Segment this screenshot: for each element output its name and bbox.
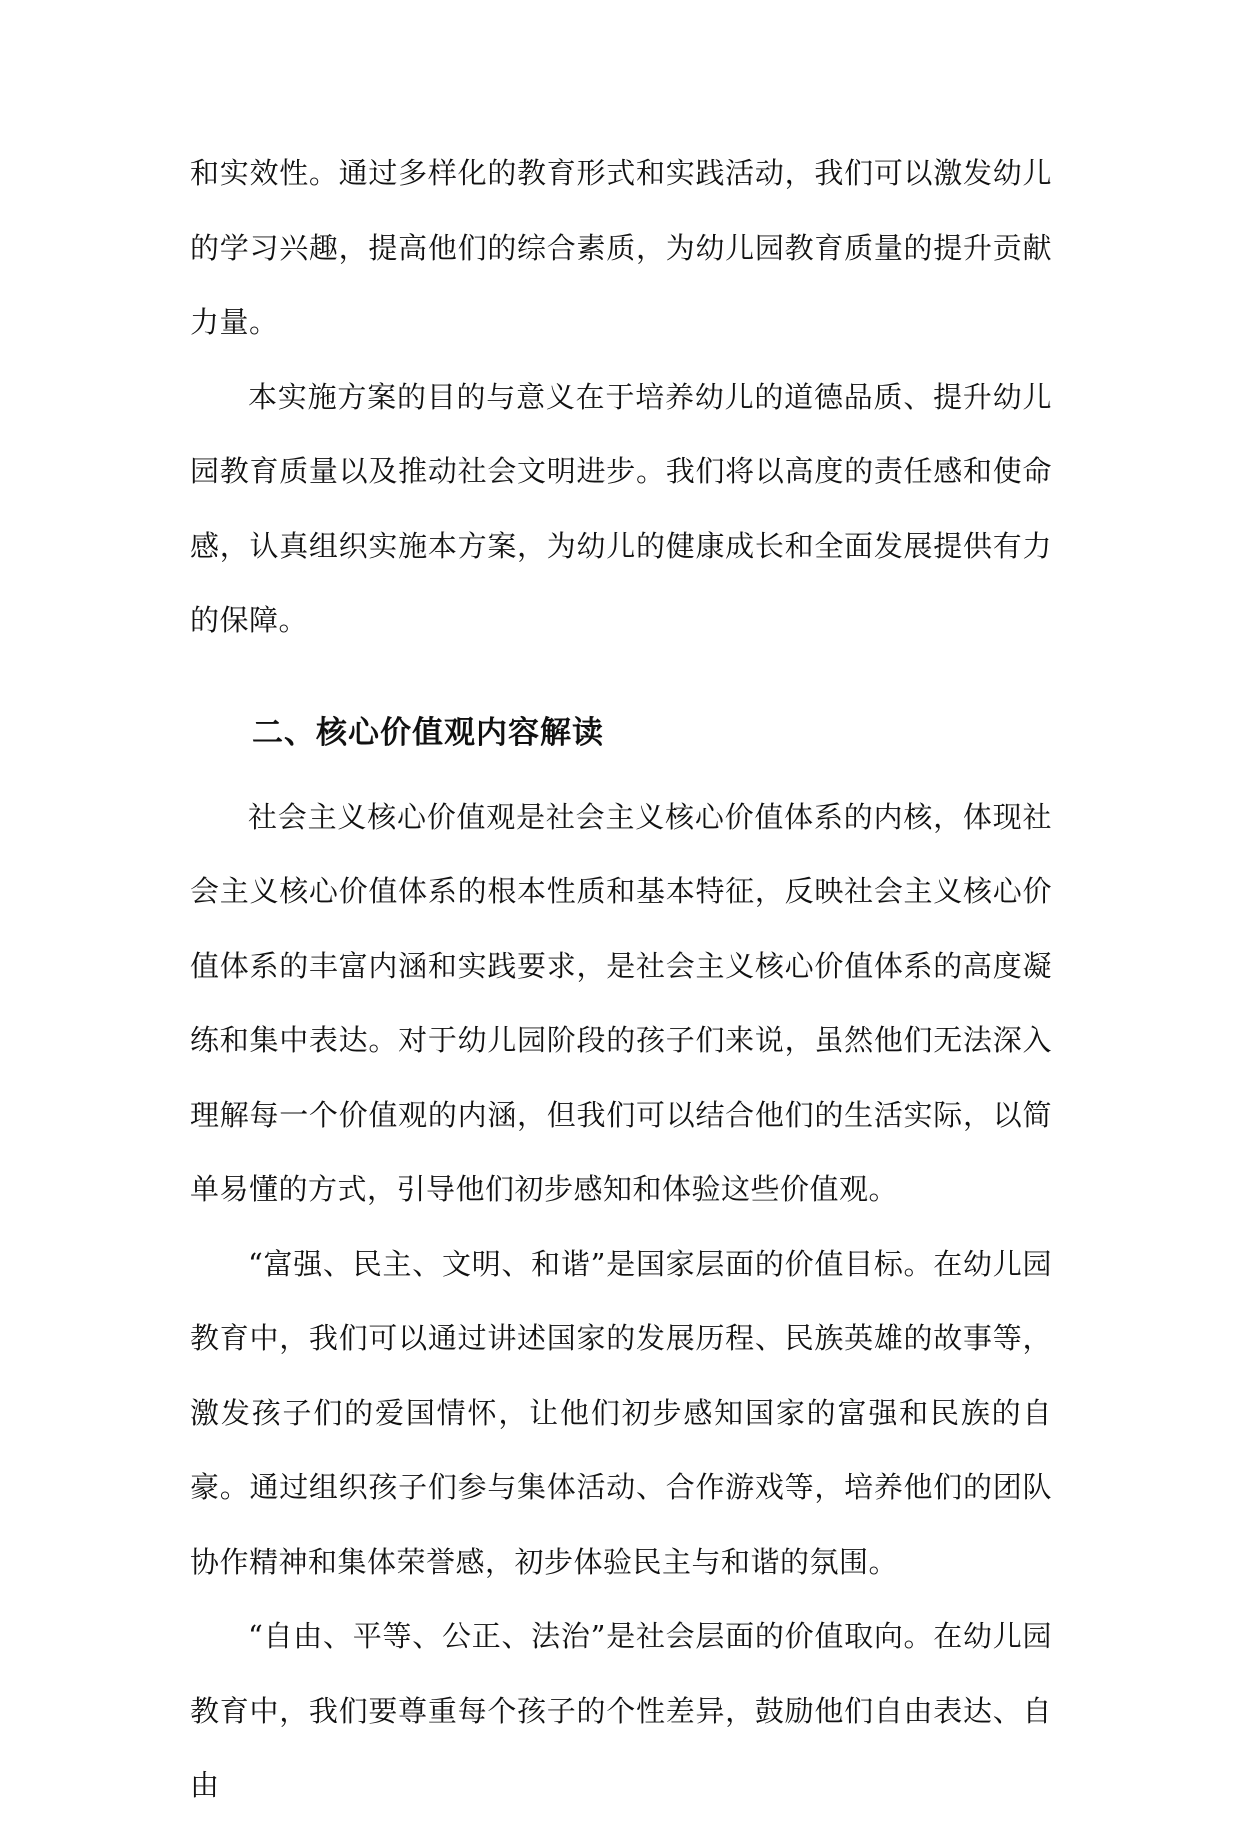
paragraph-social-values: “自由、平等、公正、法治”是社会层面的价值取向。在幼儿园教育中，我们要尊重每个孩子的个性差异，鼓励他们自由表达、自由 (190, 1619, 1052, 1802)
paragraph-purpose: 本实施方案的目的与意义在于培养幼儿的道德品质、提升幼儿园教育质量以及推动社会文明进步。我们将以高度的责任感和使命感，认真组织实施本方案，为幼儿的健康成长和全面发展提供有力的保障。 (190, 379, 1052, 637)
section-heading: 二、核心价值观内容解读 (252, 714, 604, 751)
paragraph-national-values: “富强、民主、文明、和谐”是国家层面的价值目标。在幼儿园教育中，我们可以通过讲述国家的发展历程、民族英雄的故事等，激发孩子们的爱国情怀，让他们初步感知国家的富强和民族的自豪。通过组织孩子们参与集体活动、合作游戏等，培养他们的团队协作精神和集体荣誉感，初步体验民主与和谐的氛围。 (190, 1246, 1052, 1579)
paragraph-core-values-intro: 社会主义核心价值观是社会主义核心价值体系的内核，体现社会主义核心价值体系的根本性质和基本特征，反映社会主义核心价值体系的丰富内涵和实践要求，是社会主义核心价值体系的高度凝练和集中表达。对于幼儿园阶段的孩子们来说，虽然他们无法深入理解每一个价值观的内涵，但我们可以结合他们的生活实际，以简单易懂的方式，引导他们初步感知和体验这些价值观。 (190, 799, 1052, 1206)
document-body (190, 136, 1052, 1823)
paragraph-continuation: 和实效性。通过多样化的教育形式和实践活动，我们可以激发幼儿的学习兴趣，提高他们的综合素质，为幼儿园教育质量的提升贡献力量。 (190, 156, 1052, 339)
